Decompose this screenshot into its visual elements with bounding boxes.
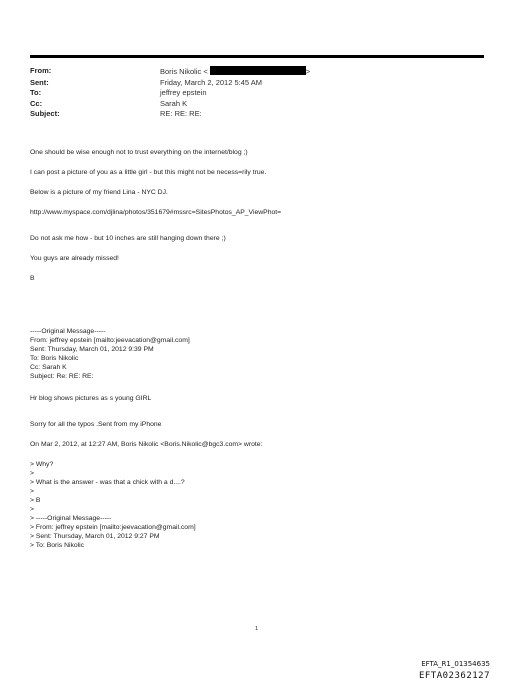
sent-label: Sent:	[30, 77, 49, 87]
subject-row	[30, 109, 310, 120]
body-line: You guys are already missed!	[30, 255, 119, 262]
cc-value: Sarah K	[160, 98, 188, 108]
quoted-line: > B	[30, 497, 41, 504]
body-line: I can post a picture of you as a little girl - but this might not be necess=rily true.	[30, 169, 267, 176]
quoted-line: >	[30, 506, 34, 513]
from-row	[30, 66, 310, 78]
body-link: http://www.myspace.com/djlina/photos/351679#mssrc=SitesPhotos_AP_ViewPhot=	[30, 209, 282, 216]
quoted-cc: Cc: Sarah K	[30, 364, 67, 371]
footer-id-1: EFTA_R1_01354635	[421, 660, 490, 668]
cc-row	[30, 99, 310, 110]
quoted-separator: -----Original Message-----	[30, 328, 106, 335]
footer-id-2: EFTA02362127	[418, 671, 490, 681]
body-line: Sorry for all the typos .Sent from my iPhone	[30, 421, 162, 428]
body-line: Hr blog shows pictures as s young GIRL	[30, 395, 152, 402]
email-body	[30, 142, 484, 550]
sent-value: Friday, March 2, 2012 5:45 AM	[160, 77, 262, 87]
body-line: On Mar 2, 2012, at 12:27 AM, Boris Nikolic <Boris.Nikolic@bgc3.com> wrote:	[30, 441, 263, 448]
quoted-line: >	[30, 470, 34, 477]
subject-label: Subject:	[30, 109, 60, 118]
body-line: Do not ask me how - but 10 inches are still hanging down there ;)	[30, 235, 226, 242]
to-label: To:	[30, 88, 42, 97]
quoted-line: >	[30, 488, 34, 495]
quoted-line: > To: Boris Nikolic	[30, 542, 85, 549]
redaction-box	[210, 66, 306, 75]
quoted-line: > Sent: Thursday, March 01, 2012 9:27 PM	[30, 533, 160, 540]
to-value: jeffrey epstein	[160, 88, 207, 97]
quoted-line: > -----Original Message-----	[30, 515, 112, 522]
from-value: Boris Nikolic < >	[160, 67, 311, 76]
quoted-to: To: Boris Nikolic	[30, 355, 79, 362]
body-line: Below is a picture of my friend Lina - NYC DJ.	[30, 189, 168, 196]
from-label: From:	[30, 66, 52, 75]
cc-label: Cc:	[30, 98, 43, 108]
page-number: 1	[255, 626, 259, 632]
quoted-line: > What is the answer - was that a chick with a d....?	[30, 479, 185, 486]
quoted-line: > From: jeffrey epstein [mailto:jeevacation@gmail.com]	[30, 524, 196, 531]
subject-value: RE: RE: RE:	[160, 109, 202, 118]
quoted-sent: Sent: Thursday, March 01, 2012 9:39 PM	[30, 346, 154, 353]
to-row	[30, 88, 310, 99]
quoted-subject: Subject: Re: RE: RE:	[30, 373, 94, 380]
email-header	[30, 66, 310, 120]
quoted-from: From: jeffrey epstein [mailto:jeevacation@gmail.com]	[30, 337, 190, 344]
header-rule	[30, 55, 484, 58]
sent-row	[30, 78, 310, 89]
body-line: One should be wise enough not to trust everything on the internet/blog ;)	[30, 149, 248, 156]
signature: B	[30, 275, 35, 282]
quoted-line: > Why?	[30, 461, 54, 468]
